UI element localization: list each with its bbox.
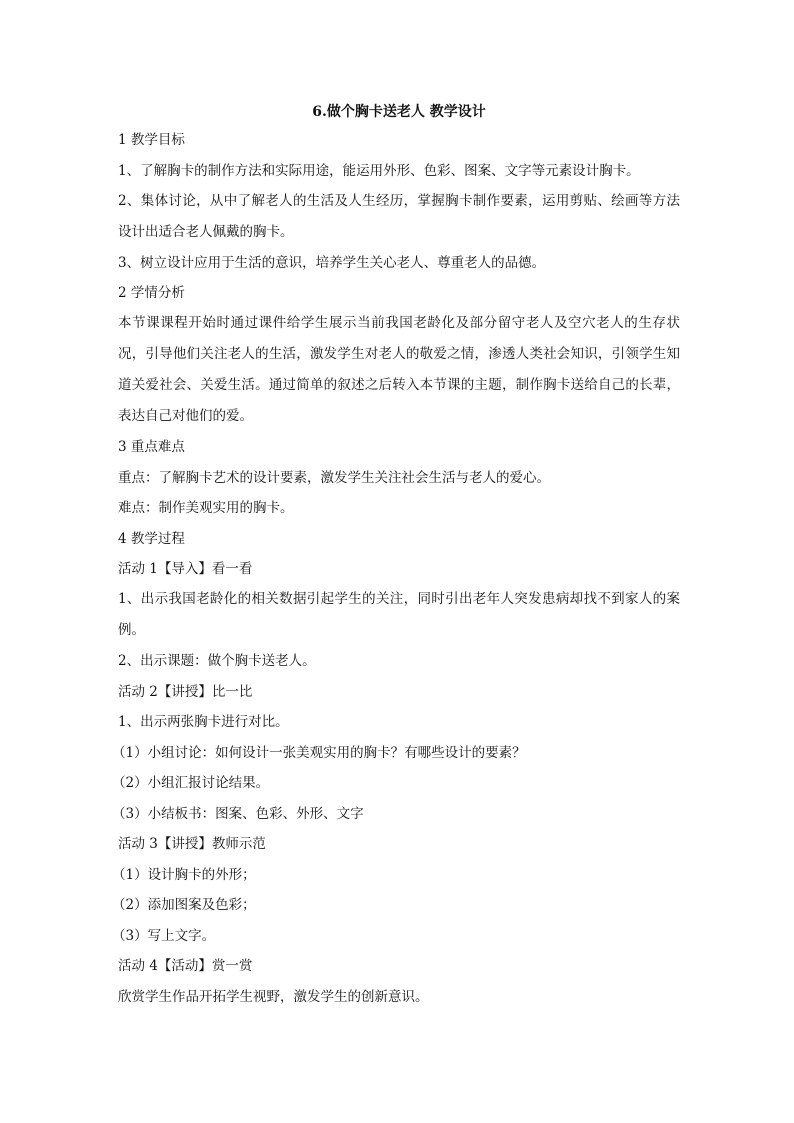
activity-1-item-2: 2、出示课题：做个胸卡送老人。 [118, 653, 316, 669]
activity-3-heading: 活动 3【讲授】教师示范 [118, 836, 266, 852]
key-point-text: 重点：了解胸卡艺术的设计要素，激发学生关注社会生活与老人的爱心。 [118, 469, 550, 486]
document-page [112, 100, 680, 1017]
analysis-paragraph: 本节课课程开始时通过课件给学生展示当前我国老龄化及部分留守老人及空穴老人的生存状况，引导他们关注老人的生活，激发学生对老人的敬爱之情，渗透人类社会知识，引领学生知道关爱社会、关爱生活。通过简单的叙述之后转入本节课的主题，制作胸卡送给自己的长辈，表达自己对他们的爱。 [118, 315, 680, 424]
activity-1-heading: 活动 1【导入】看一看 [118, 561, 253, 577]
section-heading-objectives: 1 教学目标 [118, 132, 185, 148]
document-title: 6.做个胸卡送老人 教学设计 [312, 104, 486, 120]
activity-2-sub-2: （2）小组汇报讨论结果。 [112, 775, 270, 791]
activity-2-sub-1: （1）小组讨论：如何设计一张美观实用的胸卡？有哪些设计的要素？ [112, 744, 526, 761]
activity-2-sub-3: （3）小结板书：图案、色彩、外形、文字 [112, 805, 364, 822]
section-heading-analysis: 2 学情分析 [118, 285, 185, 301]
section-heading-process: 4 教学过程 [118, 530, 185, 547]
activity-2-heading: 活动 2【讲授】比一比 [118, 683, 253, 700]
objective-item-2: 2、集体讨论，从中了解老人的生活及人生经历，掌握胸卡制作要素，运用剪贴、绘画等方法设计出适合老人佩戴的胸卡。 [118, 192, 680, 240]
activity-3-sub-3: （3）写上文字。 [112, 927, 216, 944]
activity-4-heading: 活动 4【活动】赏一赏 [118, 958, 253, 974]
activity-3-sub-1: （1）设计胸卡的外形； [112, 866, 256, 883]
activity-1-item-1: 1、出示我国老龄化的相关数据引起学生的关注，同时引出老年人突发患病却找不到家人的案例。 [118, 591, 680, 638]
section-heading-key-points: 3 重点难点 [118, 439, 185, 455]
objective-item-3: 3、树立设计应用于生活的意识，培养学生关心老人、尊重老人的品德。 [118, 254, 546, 271]
difficult-point-text: 难点：制作美观实用的胸卡。 [118, 500, 294, 516]
objective-item-1: 1、了解胸卡的制作方法和实际用途，能运用外形、色彩、图案、文字等元素设计胸卡。 [118, 162, 640, 179]
activity-2-item-1: 1、出示两张胸卡进行对比。 [118, 714, 289, 730]
activity-3-sub-2: （2）添加图案及色彩； [112, 897, 256, 913]
activity-4-paragraph: 欣赏学生作品开拓学生视野，激发学生的创新意识。 [118, 988, 429, 1005]
